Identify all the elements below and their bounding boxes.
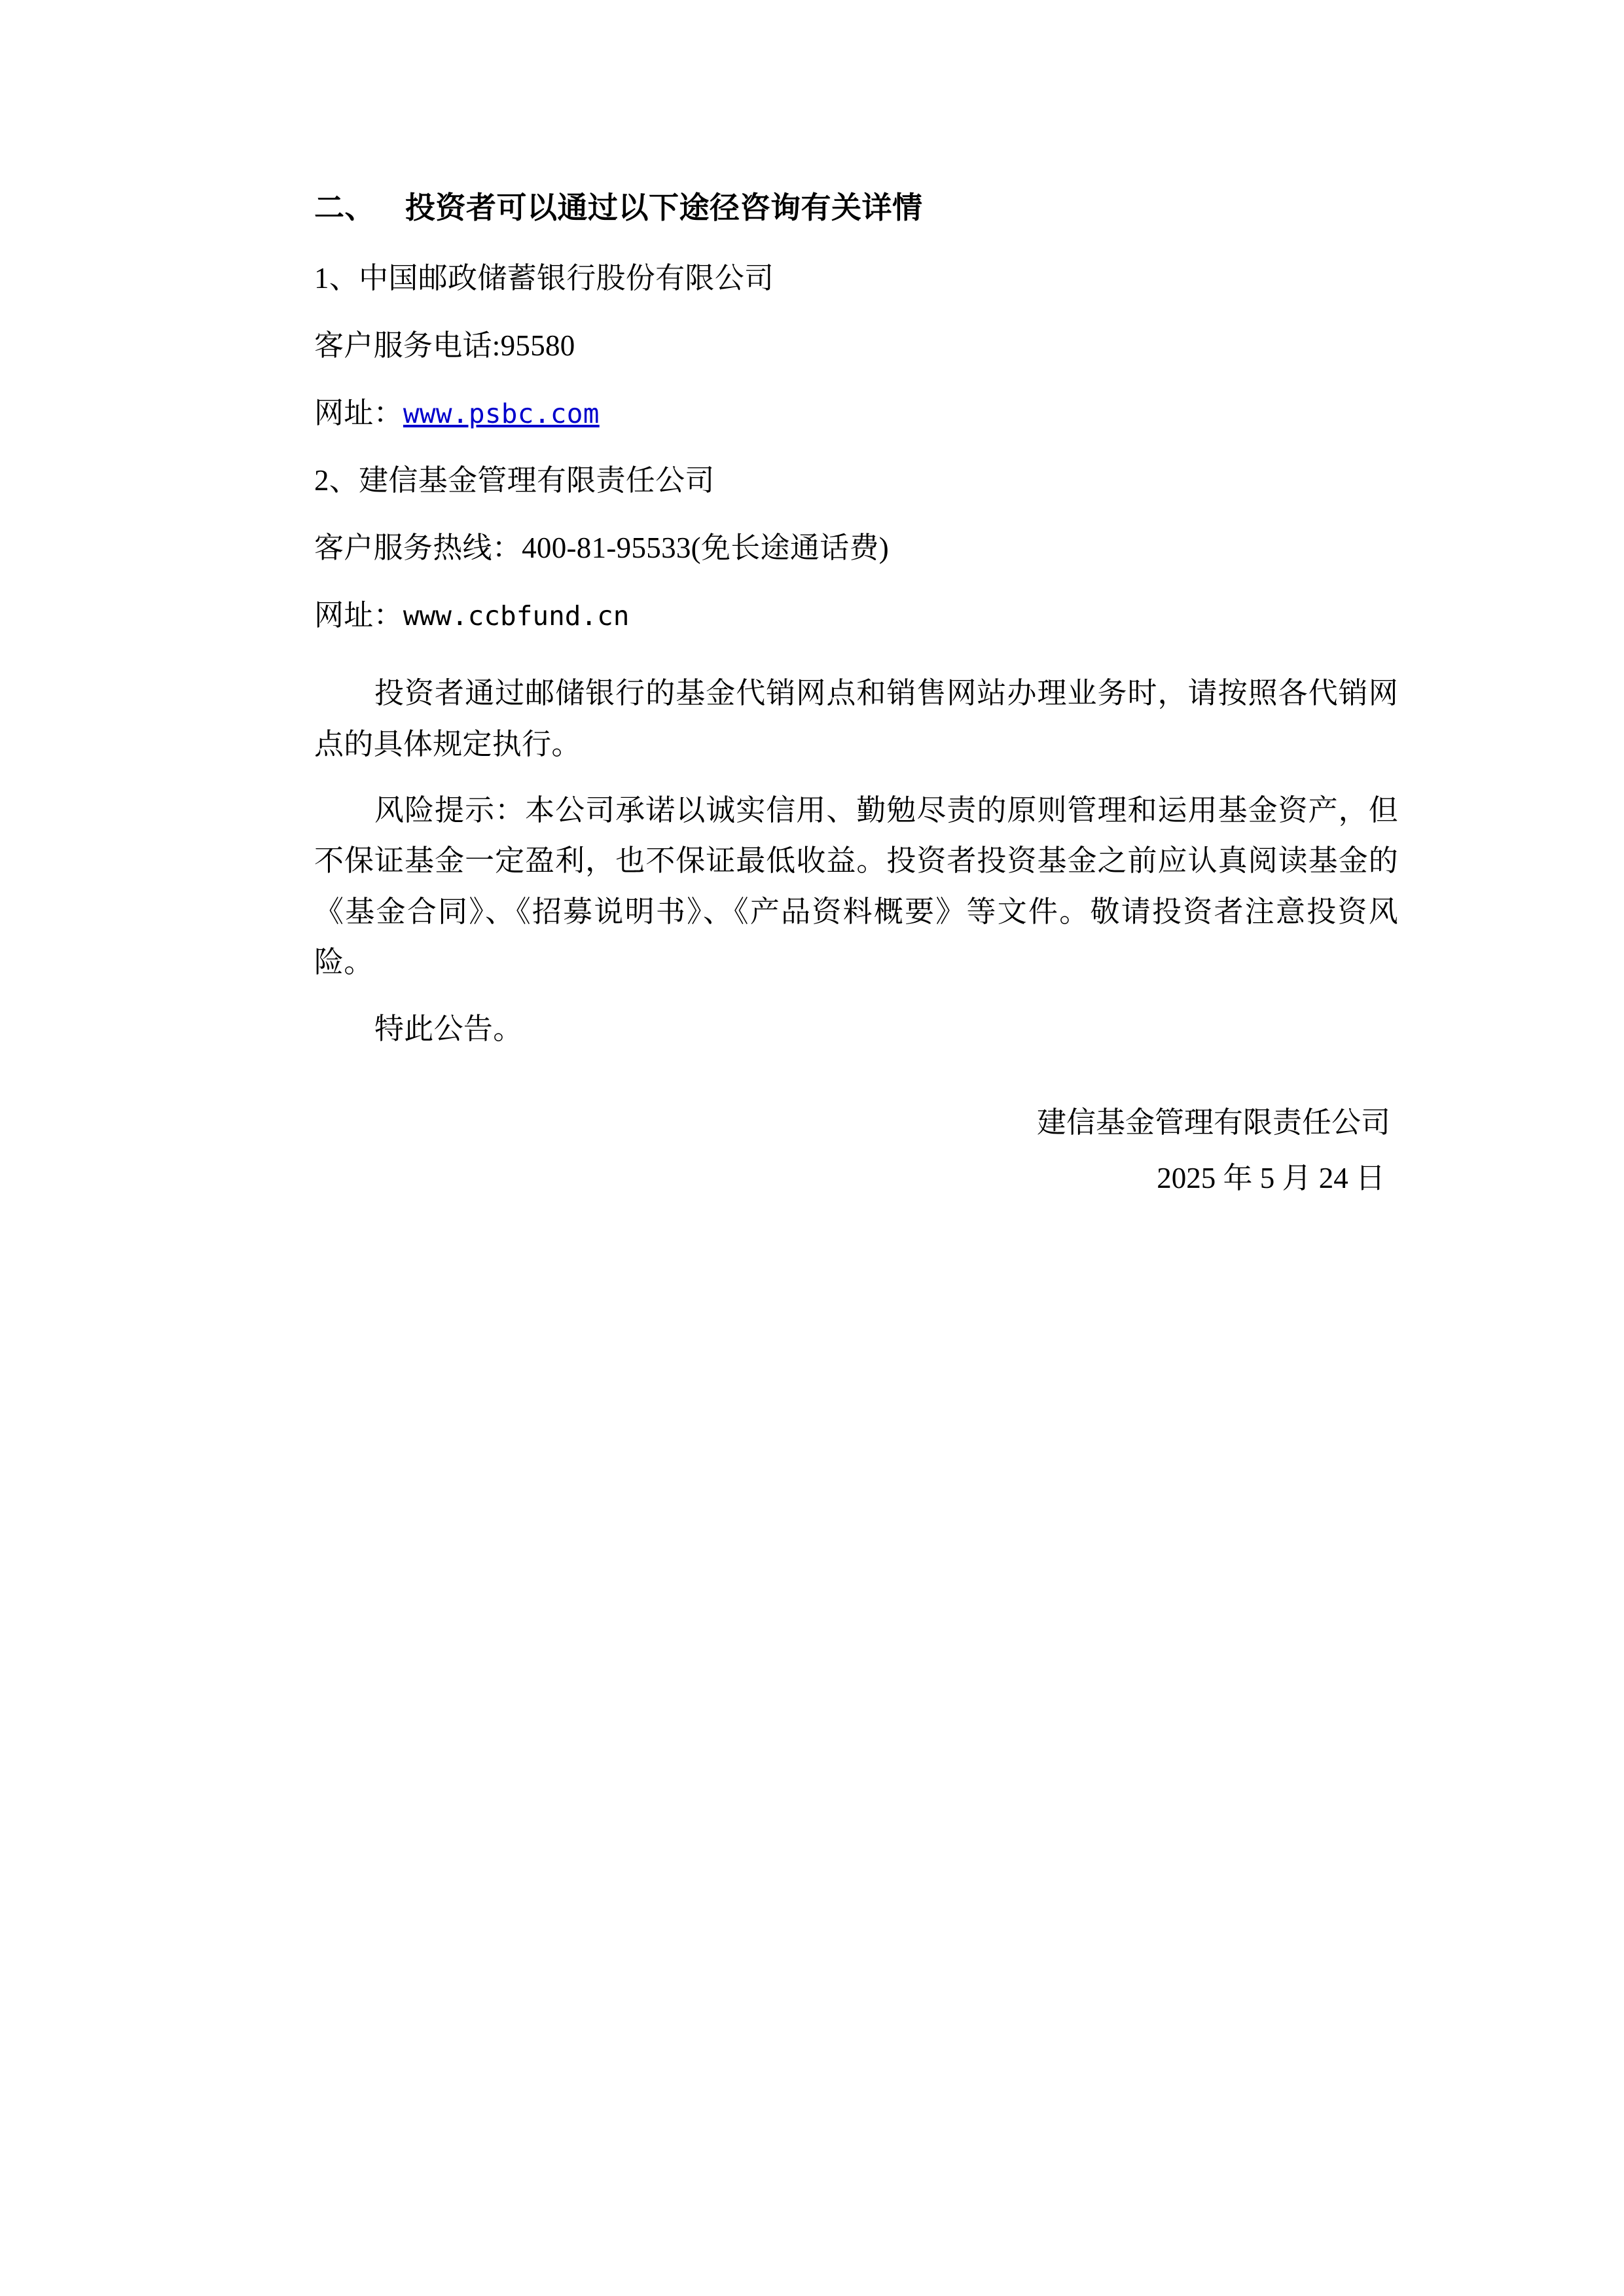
signature-date: 2025 年 5 月 24 日 (1157, 1162, 1385, 1195)
psbc-website-link[interactable]: www.psbc.com (403, 398, 600, 430)
website-label: 网址： (314, 599, 403, 632)
paragraph-sales-outlets: 投资者通过邮储银行的基金代销网点和销售网站办理业务时，请按照各代销网点的具体规定执行。 (314, 677, 1398, 761)
paragraph-risk-warning: 风险提示：本公司承诺以诚实信用、勤勉尽责的原则管理和运用基金资产，但不保证基金一定盈利，也不保证最低收益。投资者投资基金之前应认真阅读基金的《基金合同》、《招募说明书》、《产品资料概要》等文件。敬请投资者注意投资风险。 (314, 793, 1398, 979)
contact-item-2-website (314, 601, 1398, 630)
contact-item-1-website (314, 399, 1398, 428)
paragraph-announcement-end: 特此公告。 (374, 1012, 523, 1045)
signature-block (314, 1095, 1398, 1207)
website-label: 网址： (314, 397, 403, 430)
ccbfund-website-text: www.ccbfund.cn (403, 600, 630, 632)
section-heading (314, 190, 1398, 226)
contact-item-2-name: 2、建信基金管理有限责任公司 (314, 464, 715, 497)
signature-company: 建信基金管理有限责任公司 (1036, 1105, 1390, 1139)
contact-item-1-name: 1、中国邮政储蓄银行股份有限公司 (314, 262, 774, 295)
section-heading-number: 二、 (314, 190, 375, 225)
contact-item-1-phone: 客户服务电话:95580 (314, 329, 575, 363)
section-heading-text: 投资者可以通过以下途径咨询有关详情 (405, 190, 923, 225)
contact-item-2-hotline: 客户服务热线：400-81-95533(免长途通话费) (314, 531, 890, 565)
body-paragraphs (314, 668, 1398, 1054)
